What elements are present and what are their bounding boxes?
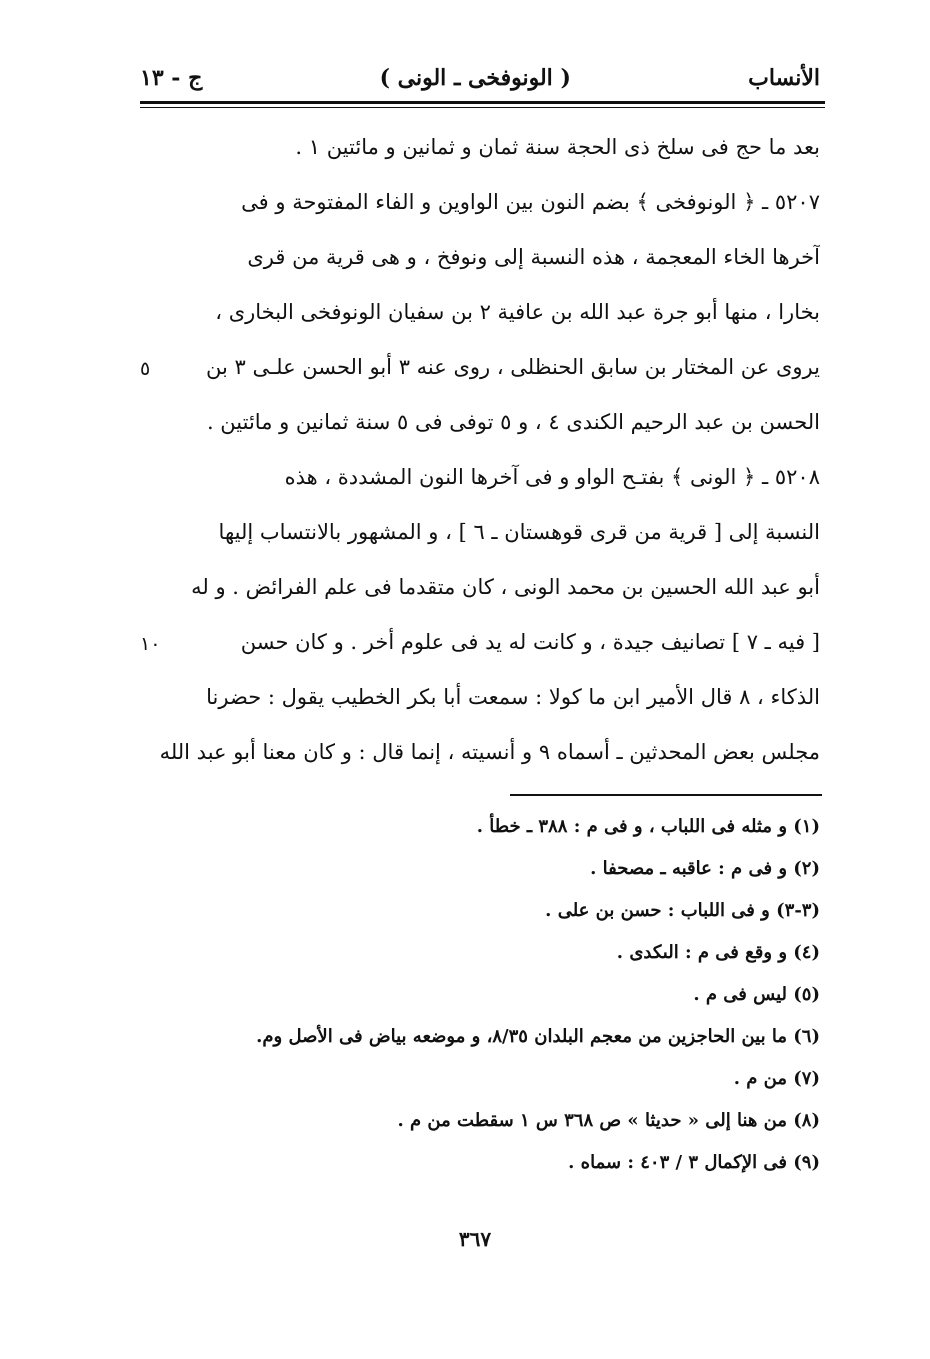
text-line: الذكاء ، ٨ قال الأمير ابن ما كولا : سمعت أبا بكر الخطيب يقول : حضرنا xyxy=(206,685,820,709)
footnote: (٤) و وقع فى م : الىكدى . xyxy=(616,942,820,963)
text-line: بخارا ، منها أبو جرة عبد الله بن عافية ٢ بن سفيان الونوفخى البخارى ، xyxy=(215,300,820,324)
footnote: (٣-٣) و فى اللباب : حسن بن على . xyxy=(545,900,820,921)
header-entry-range: ( الونوفخى ـ الونى ) xyxy=(379,65,571,91)
line-number-5: ٥ xyxy=(140,358,151,380)
main-text xyxy=(160,120,820,780)
text-line: [ فيه ـ ٧ ] تصانيف جيدة ، و كانت له يد فى علوم أخر . و كان حسن xyxy=(240,630,820,654)
text-line: مجلس بعض المحدثين ـ أسماه ٩ و أنسيته ، إنما قال : و كان معنا أبو عبد الله xyxy=(160,740,820,764)
footnote: (٦) ما بين الحاجزين من معجم البلدان ٨/٣٥، و موضعه بياض فى الأصل وم. xyxy=(256,1026,820,1047)
footnote: (٨) من هنا إلى « حديثا » ص ٣٦٨ س ١ سقطت من م . xyxy=(397,1110,820,1131)
footnote: (٩) فى الإكمال ٣ / ٤٠٣ : سماه . xyxy=(568,1152,820,1173)
text-line: ٥٢٠٧ ـ ﴿ الونوفخى ﴾ بضم النون بين الواوين و الفاء المفتوحة و فى xyxy=(241,190,820,214)
line-number-10: ١٠ xyxy=(140,633,161,655)
header-volume: ج - ١٣ xyxy=(140,65,203,91)
page-number: ٣٦٧ xyxy=(458,1227,492,1251)
footnote: (٢) و فى م : عاقبه ـ مصحفا . xyxy=(590,858,820,879)
text-line: الحسن بن عبد الرحيم الكندى ٤ ، و ٥ توفى فى ٥ سنة ثمانين و مائتين . xyxy=(206,410,820,434)
footnotes xyxy=(150,806,820,1184)
footnote: (١) و مثله فى اللباب ، و فى م : ٣٨٨ ـ خطأ . xyxy=(476,816,820,837)
text-line: أبو عبد الله الحسين بن محمد الونى ، كان متقدما فى علم الفرائض . و له xyxy=(191,575,820,599)
header-rule xyxy=(140,101,825,108)
text-line: ٥٢٠٨ ـ ﴿ الونى ﴾ بفتـح الواو و فى آخرها النون المشددة ، هذه xyxy=(284,465,820,489)
text-line: آخرها الخاء المعجمة ، هذه النسبة إلى ونوفخ ، و هى قرية من قرى xyxy=(247,245,820,269)
running-header xyxy=(140,58,820,98)
text-line: بعد ما حج فى سلخ ذى الحجة سنة ثمان و ثمانين و مائتين ١ . xyxy=(295,135,820,159)
header-book-title: الأنساب xyxy=(748,65,820,91)
footnote-rule xyxy=(510,794,822,796)
footnote: (٧) من م . xyxy=(733,1068,820,1089)
text-line: النسبة إلى [ قرية من قرى قوهستان ـ ٦ ] ، و المشهور بالانتساب إليها xyxy=(218,520,820,544)
footnote: (٥) ليس فى م . xyxy=(693,984,820,1005)
text-line: يروى عن المختار بن سابق الحنظلى ، روى عنه ٣ أبو الحسن علـى ٣ بن xyxy=(206,355,820,379)
